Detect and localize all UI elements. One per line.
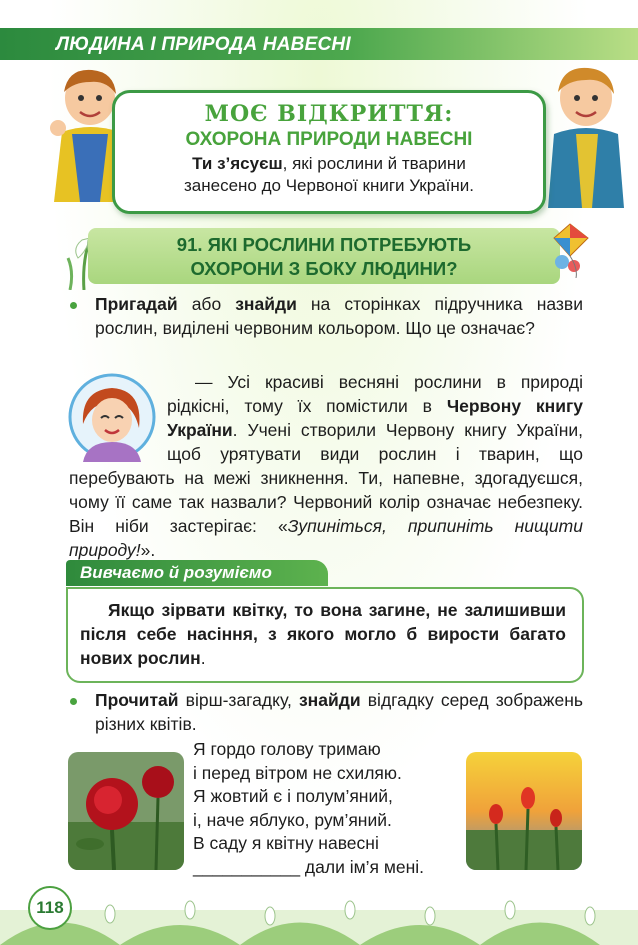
teacher-speech: — Усі красиві весняні рослини в природі рідкісні, тому їх помістили в Червону книгу України. Учені створили Червону книгу України, щоб урятувати види рослин і тварин, що перебувають на межі зникнення. Ти, напевне, здогадуєшся, чому її саме так назвали? Червоний колір означає небезпеку. Він ніби застерігає: «Зупиніться, припиніть нищити природу!». <box>69 372 583 560</box>
question-banner <box>88 228 560 284</box>
bullet-dot <box>70 698 77 705</box>
rose-photo <box>68 752 184 870</box>
tulips-photo <box>466 752 582 870</box>
avatar-spacer <box>69 370 167 464</box>
poem-line: і перед вітром не схиляю. <box>193 762 402 783</box>
question-line-2: ОХОРОНИ З БОКУ ЛЮДИНИ? <box>190 258 458 279</box>
discovery-text: Ти з’ясуєш, які рослини й тварини занесено до Червоної книги України. <box>184 154 474 195</box>
discovery-box <box>112 90 546 214</box>
poem-line: ___________ дали ім’я мені. <box>193 856 425 877</box>
poem-line: і, наче яблуко, рум’яний. <box>193 809 392 830</box>
section-title: ЛЮДИНА І ПРИРОДА НАВЕСНІ <box>56 34 351 55</box>
kite-icon <box>548 222 598 278</box>
discovery-heading: МОЄ ВІДКРИТТЯ: <box>204 101 454 127</box>
study-text: Якщо зірвати квітку, то вона загине, не залишивши після себе насіння, з якого могло б вирости багато нових рослин. <box>80 600 566 668</box>
poem-line: Я гордо голову тримаю <box>193 739 381 759</box>
study-tab: Вивчаємо й розуміємо <box>66 560 328 586</box>
poem <box>193 738 424 879</box>
bullet-dot <box>70 302 77 309</box>
snowdrops-border <box>0 880 638 945</box>
task-paragraph-2: Прочитай вірш-загадку, знайди відгадку серед зображень різних квітів. <box>95 690 584 734</box>
page-number: 118 <box>28 886 72 930</box>
question-line-1: 91. ЯКІ РОСЛИНИ ПОТРЕБУЮТЬ <box>176 234 472 255</box>
task-paragraph-1: Пригадай або знайди на сторінках підручника назви рослин, виділені червоним кольором. Що це означає? <box>95 294 583 338</box>
boy-illustration-right <box>546 58 626 208</box>
discovery-subheading: ОХОРОНА ПРИРОДИ НАВЕСНІ <box>185 129 473 150</box>
poem-line: В саду я квітну навесні <box>193 833 379 853</box>
poem-line: Я жовтий є і полум’яний, <box>193 786 393 806</box>
